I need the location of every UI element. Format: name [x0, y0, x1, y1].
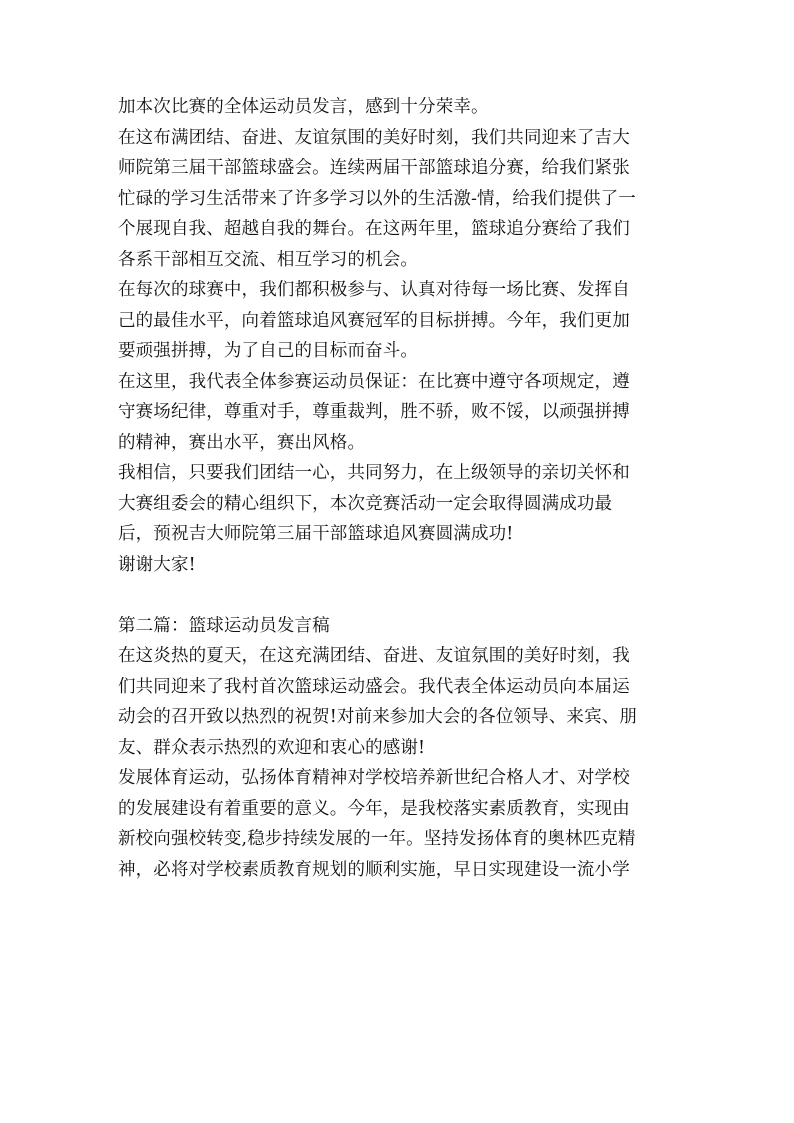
section-title: 第二篇：篮球运动员发言稿 — [118, 615, 330, 636]
section-2 — [118, 611, 688, 886]
section-1 — [118, 92, 688, 580]
text-line: 的精神，赛出水平，赛出风格。 — [118, 432, 366, 453]
text-line: 友、群众表示热烈的欢迎和衷心的感谢! — [118, 737, 426, 758]
text-line: 我相信，只要我们团结一心，共同努力，在上级领导的亲切关怀和 — [118, 463, 630, 483]
text-line: 的发展建设有着重要的意义。今年，是我校落实素质教育，实现由 — [118, 798, 630, 819]
text-line: 们共同迎来了我村首次篮球运动盛会。我代表全体运动员向本届运 — [118, 676, 630, 697]
text-line: 动会的召开致以热烈的祝贺!对前来参加大会的各位领导、来宾、朋 — [118, 707, 638, 727]
text-line: 在这炎热的夏天，在这充满团结、奋进、友谊氛围的美好时刻，我 — [118, 646, 630, 666]
text-line: 大赛组委会的精心组织下，本次竞赛活动一定会取得圆满成功最 — [118, 493, 613, 514]
text-line: 忙碌的学习生活带来了许多学习以外的生活激-情，给我们提供了一 — [118, 188, 636, 209]
text-line: 发展体育运动，弘扬体育精神对学校培养新世纪合格人才、对学校 — [118, 768, 630, 788]
text-line: 己的最佳水平，向着篮球追风赛冠军的目标拼搏。今年，我们更加 — [118, 310, 630, 331]
text-line: 后，预祝吉大师院第三届干部篮球追风赛圆满成功! — [118, 524, 514, 544]
text-line: 加本次比赛的全体运动员发言，感到十分荣幸。 — [118, 97, 489, 117]
document-page — [118, 92, 688, 885]
text-line: 在每次的球赛中，我们都积极参与、认真对待每一场比赛、发挥自 — [118, 280, 630, 300]
text-line: 谢谢大家! — [118, 554, 196, 575]
text-line: 各系干部相互交流、相互学习的机会。 — [118, 249, 419, 270]
blank-line — [118, 580, 688, 611]
text-line: 个展现自我、超越自我的舞台。在这两年里，篮球追分赛给了我们 — [118, 219, 630, 239]
text-line: 要顽强拼搏，为了自己的目标而奋斗。 — [118, 341, 419, 361]
text-line: 神，必将对学校素质教育规划的顺利实施，早日实现建设一流小学 — [118, 859, 630, 880]
text-line: 守赛场纪律，尊重对手，尊重裁判，胜不骄，败不馁，以顽强拼搏 — [118, 402, 630, 422]
text-line: 在这里，我代表全体参赛运动员保证：在比赛中遵守各项规定，遵 — [118, 371, 630, 392]
text-line: 师院第三届干部篮球盛会。连续两届干部篮球追分赛，给我们紧张 — [118, 158, 630, 178]
text-line: 在这布满团结、奋进、友谊氛围的美好时刻，我们共同迎来了吉大 — [118, 127, 630, 148]
text-line: 新校向强校转变,稳步持续发展的一年。坚持发扬体育的奥林匹克精 — [118, 829, 636, 849]
